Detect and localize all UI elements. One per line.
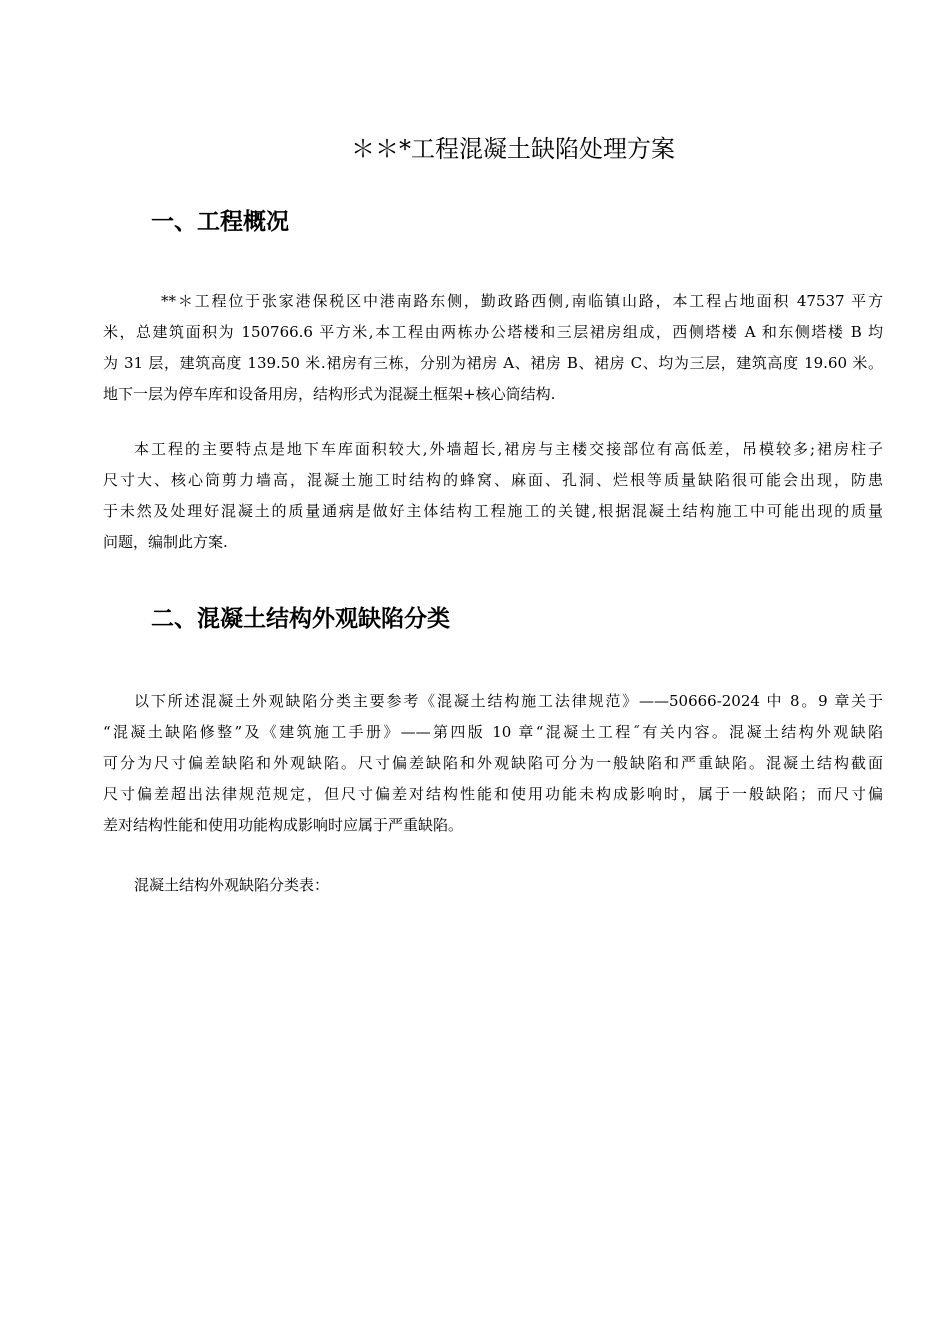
text-line: 尺寸大、核心筒剪力墙高，混凝土施工时结构的蜂窝、麻面、孔洞、烂根等质量缺陷很可能会出现，防患 xyxy=(103,471,883,489)
text-line: **＊工程位于张家港保税区中港南路东侧，勤政路西侧,南临镇山路，本工程占地面积 47537 平方 xyxy=(161,292,883,310)
table-caption: 混凝土结构外观缺陷分类表： xyxy=(134,876,330,894)
paragraph-project-features xyxy=(103,434,883,558)
text-line: 问题，编制此方案. xyxy=(103,533,228,551)
section-heading-defect-classification: 二、混凝土结构外观缺陷分类 xyxy=(151,605,450,632)
paragraph-defect-classification xyxy=(103,686,883,841)
text-line: 地下一层为停车库和设备用房，结构形式为混凝土框架+核心筒结构. xyxy=(103,385,556,403)
document-title: ＊＊*工程混凝土缺陷处理方案 xyxy=(351,135,675,163)
text-line: 于未然及处理好混凝土的质量通病是做好主体结构工程施工的关键,根据混凝土结构施工中可能出现的质量 xyxy=(103,502,883,520)
text-line: “混凝土缺陷修整”及《建筑施工手册》——第四版 10 章“混凝土工程˝有关内容。混凝土结构外观缺陷 xyxy=(103,723,883,741)
paragraph-project-overview xyxy=(103,286,883,410)
text-line: 以下所述混凝土外观缺陷分类主要参考《混凝土结构施工法律规范》——50666-2024 中 8。9 章关于 xyxy=(134,692,883,710)
text-line: 本工程的主要特点是地下车库面积较大,外墙超长,裙房与主楼交接部位有高低差，吊模较多;裙房柱子 xyxy=(134,440,883,458)
text-line: 可分为尺寸偏差缺陷和外观缺陷。尺寸偏差缺陷和外观缺陷可分为一般缺陷和严重缺陷。混凝土结构截面 xyxy=(103,754,883,772)
text-line: 为 31 层，建筑高度 139.50 米.裙房有三栋，分别为裙房 A、裙房 B、裙房 C、均为三层，建筑高度 19.60 米。 xyxy=(103,354,883,372)
text-line: 尺寸偏差超出法律规范规定，但尺寸偏差对结构性能和使用功能未构成影响时，属于一般缺陷；而尺寸偏 xyxy=(103,785,883,803)
text-line: 差对结构性能和使用功能构成影响时应属于严重缺陷。 xyxy=(103,816,464,834)
text-line: 米，总建筑面积为 150766.6 平方米,本工程由两栋办公塔楼和三层裙房组成，西侧塔楼 A 和东侧塔楼 B 均 xyxy=(103,323,883,341)
paragraph-table-caption xyxy=(103,870,883,901)
section-heading-overview: 一、工程概况 xyxy=(151,208,289,235)
